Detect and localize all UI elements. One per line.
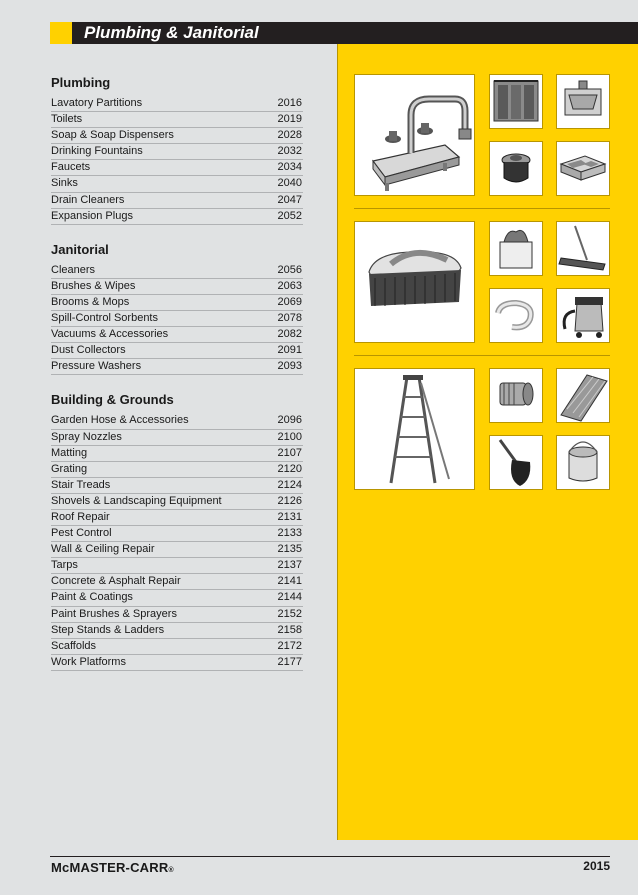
toc-item-page: 2082 bbox=[277, 328, 302, 341]
toc-item-page: 2028 bbox=[277, 129, 302, 142]
scrub-brush-image bbox=[354, 221, 475, 343]
toc-row[interactable] bbox=[51, 112, 303, 128]
toc-row[interactable] bbox=[51, 279, 303, 295]
header-accent-tab bbox=[50, 22, 72, 44]
toc-item-name: Shovels & Landscaping Equipment bbox=[51, 494, 222, 507]
toc-item-page: 2019 bbox=[277, 113, 302, 126]
section-title: Building & Grounds bbox=[51, 392, 174, 408]
toc-row[interactable] bbox=[51, 494, 303, 510]
section-title: Plumbing bbox=[51, 75, 111, 90]
toc-item-page: 2124 bbox=[277, 478, 302, 491]
toc-item-page: 2093 bbox=[277, 360, 302, 373]
toc-item-page: 2126 bbox=[277, 494, 302, 507]
toc-item-page: 2144 bbox=[277, 591, 302, 604]
toc-row[interactable] bbox=[51, 176, 303, 192]
toc-row[interactable] bbox=[51, 526, 303, 542]
toc-item-name: Pressure Washers bbox=[51, 360, 142, 373]
toc-item-name: Expansion Plugs bbox=[51, 209, 133, 222]
toc-item-name: Grating bbox=[51, 462, 88, 475]
toc-item-name: Tarps bbox=[51, 559, 78, 572]
toc-item-name: Cleaners bbox=[51, 263, 96, 276]
toc-item-page: 2040 bbox=[277, 177, 302, 190]
drain-plug-image bbox=[489, 141, 543, 196]
toc-item-name: Garden Hose & Accessories bbox=[51, 414, 189, 427]
toc-item-name: Soap & Soap Dispensers bbox=[51, 129, 174, 142]
toc-row[interactable] bbox=[51, 343, 303, 359]
registered-mark: ® bbox=[168, 867, 174, 874]
toc-item-page: 2032 bbox=[277, 145, 302, 158]
section-building-grounds bbox=[51, 389, 303, 671]
image-divider bbox=[354, 208, 610, 209]
sink-image bbox=[556, 141, 610, 196]
toc-item-name: Lavatory Partitions bbox=[51, 97, 143, 109]
toc-item-page: 2152 bbox=[277, 607, 302, 620]
toc-item-page: 2078 bbox=[277, 312, 302, 325]
paint-can-image bbox=[556, 435, 610, 490]
toc-item-name: Toilets bbox=[51, 113, 83, 126]
toc-row[interactable] bbox=[51, 446, 303, 462]
section-janitorial bbox=[51, 239, 303, 376]
toc-item-name: Sinks bbox=[51, 177, 78, 190]
toc-row[interactable] bbox=[51, 510, 303, 526]
toc-row[interactable] bbox=[51, 96, 303, 112]
toc-item-page: 2052 bbox=[277, 209, 302, 222]
toc-item-page: 2137 bbox=[277, 559, 302, 572]
toc-item-name: Work Platforms bbox=[51, 655, 126, 668]
toc-item-name: Spray Nozzles bbox=[51, 430, 122, 443]
toc-row[interactable] bbox=[51, 430, 303, 446]
toc-item-name: Stair Treads bbox=[51, 478, 111, 491]
brand-logo bbox=[51, 860, 174, 875]
panel-edge bbox=[337, 44, 338, 840]
vacuum-image bbox=[556, 288, 610, 343]
page-number: 2015 bbox=[583, 859, 610, 873]
toc-item-name: Brushes & Wipes bbox=[51, 279, 136, 292]
toc-item-page: 2016 bbox=[277, 97, 302, 109]
toc-item-name: Scaffolds bbox=[51, 639, 97, 652]
push-broom-image bbox=[556, 221, 610, 276]
toc-item-name: Brooms & Mops bbox=[51, 295, 130, 308]
toc-row[interactable] bbox=[51, 607, 303, 623]
toc-item-page: 2131 bbox=[277, 510, 302, 523]
hose-nozzle-image bbox=[489, 368, 543, 423]
toc-item-page: 2133 bbox=[277, 527, 302, 540]
toc-row[interactable] bbox=[51, 590, 303, 606]
toc-row[interactable] bbox=[51, 209, 303, 225]
toc-item-page: 2135 bbox=[277, 543, 302, 556]
toc-row[interactable] bbox=[51, 639, 303, 655]
toc-item-page: 2120 bbox=[277, 462, 302, 475]
toc-item-name: Dust Collectors bbox=[51, 344, 126, 357]
brand-name: McMASTER-CARR bbox=[51, 860, 169, 875]
toc-item-name: Concrete & Asphalt Repair bbox=[51, 575, 181, 588]
toc-row[interactable] bbox=[51, 193, 303, 209]
toc-item-name: Paint Brushes & Sprayers bbox=[51, 607, 177, 620]
toc-item-name: Matting bbox=[51, 446, 88, 459]
toc-row[interactable] bbox=[51, 128, 303, 144]
toc-item-page: 2096 bbox=[277, 414, 302, 427]
section-title: Janitorial bbox=[51, 241, 109, 257]
wipes-image bbox=[489, 221, 543, 276]
toc-row[interactable] bbox=[51, 144, 303, 160]
toc-item-name: Step Stands & Ladders bbox=[51, 623, 165, 636]
toc-row[interactable] bbox=[51, 295, 303, 311]
shovel-image bbox=[489, 435, 543, 490]
faucet-image bbox=[354, 74, 475, 196]
toc-item-page: 2063 bbox=[277, 279, 302, 292]
toc-row[interactable] bbox=[51, 542, 303, 558]
toc-item-page: 2158 bbox=[277, 623, 302, 636]
toc-row[interactable] bbox=[51, 359, 303, 375]
toc-item-page: 2141 bbox=[277, 575, 302, 588]
toc-row[interactable] bbox=[51, 574, 303, 590]
page-title: Plumbing & Janitorial bbox=[84, 23, 259, 42]
toc-item-page: 2034 bbox=[277, 161, 302, 174]
toc-item-name: Pest Control bbox=[51, 527, 112, 540]
image-divider bbox=[354, 355, 610, 356]
toc-row[interactable] bbox=[51, 160, 303, 176]
toc-item-page: 2056 bbox=[277, 263, 302, 276]
toc-row[interactable] bbox=[51, 413, 303, 429]
toc-row[interactable] bbox=[51, 655, 303, 671]
sorbent-sock-image bbox=[489, 288, 543, 343]
toc-item-name: Drinking Fountains bbox=[51, 145, 143, 158]
toc-item-name: Spill-Control Sorbents bbox=[51, 312, 158, 325]
toc-row[interactable] bbox=[51, 263, 303, 279]
toc-item-name: Faucets bbox=[51, 161, 91, 174]
toc-item-page: 2091 bbox=[277, 344, 302, 357]
toc-item-page: 2047 bbox=[277, 193, 302, 206]
toc-row[interactable] bbox=[51, 311, 303, 327]
toc-item-page: 2069 bbox=[277, 295, 302, 308]
toc-item-page: 2172 bbox=[277, 639, 302, 652]
table-of-contents bbox=[51, 72, 303, 685]
section-plumbing bbox=[51, 72, 303, 225]
partition-image bbox=[489, 74, 543, 129]
toc-item-name: Drain Cleaners bbox=[51, 193, 125, 206]
toc-row[interactable] bbox=[51, 558, 303, 574]
ladder-image bbox=[354, 368, 475, 490]
toc-row[interactable] bbox=[51, 462, 303, 478]
toc-row[interactable] bbox=[51, 327, 303, 343]
toc-row[interactable] bbox=[51, 478, 303, 494]
grating-image bbox=[556, 368, 610, 423]
toc-item-page: 2100 bbox=[277, 430, 302, 443]
toc-item-name: Vacuums & Accessories bbox=[51, 328, 169, 341]
toc-row[interactable] bbox=[51, 623, 303, 639]
toc-item-name: Wall & Ceiling Repair bbox=[51, 543, 155, 556]
toc-item-page: 2107 bbox=[277, 446, 302, 459]
fountain-image bbox=[556, 74, 610, 129]
toc-item-page: 2177 bbox=[277, 655, 302, 668]
toc-item-name: Paint & Coatings bbox=[51, 591, 133, 604]
toc-item-name: Roof Repair bbox=[51, 510, 110, 523]
footer-rule bbox=[50, 856, 610, 857]
